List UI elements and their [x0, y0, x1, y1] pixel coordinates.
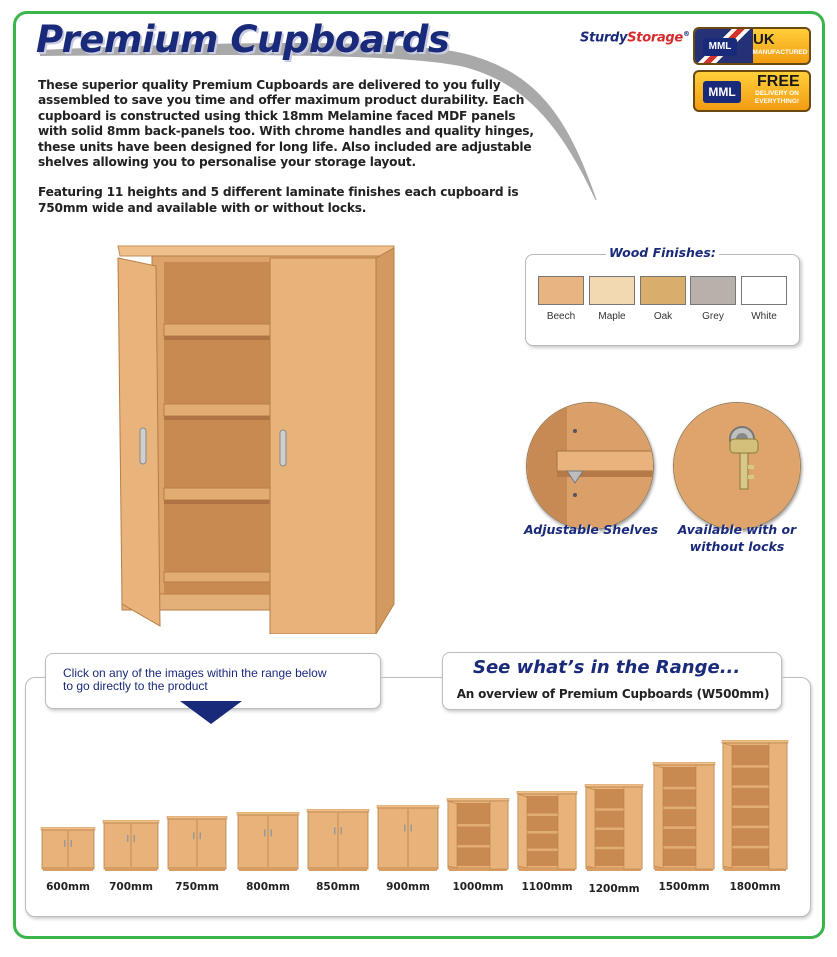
range-heading-box [442, 652, 782, 710]
swatch-maple[interactable] [589, 276, 635, 305]
click-note-line1: Click on any of the images within the range below [63, 666, 327, 680]
swatch-label-grey: Grey [702, 311, 724, 322]
range-label-1000mm[interactable]: 1000mm [452, 881, 504, 893]
page-title: Premium Cupboards [36, 18, 450, 61]
adjustable-shelves-image [526, 402, 654, 530]
adjustable-shelves-caption: Adjustable Shelves [523, 522, 659, 537]
sturdy-storage-logo[interactable] [580, 30, 690, 45]
intro-text [38, 78, 538, 216]
range-label-800mm[interactable]: 800mm [246, 881, 290, 893]
swatch-label-oak: Oak [653, 311, 673, 322]
locks-caption-line2: without locks [689, 539, 785, 554]
range-label-850mm[interactable]: 850mm [316, 881, 360, 893]
free-delivery-badge [693, 70, 811, 112]
free-badge-text: DELIVERY ON EVERYTHING! [754, 90, 800, 105]
locks-caption-line1: Available with or [677, 522, 797, 537]
swatch-label-white: White [751, 311, 777, 322]
lock-key-image [673, 402, 801, 530]
range-cupboard-1800mm[interactable] [721, 740, 789, 874]
mml-logo: MML [703, 38, 737, 56]
range-subtitle: An overview of Premium Cupboards (W500mm) [456, 687, 770, 701]
range-cupboard-1200mm[interactable] [584, 784, 644, 874]
range-cupboard-750mm[interactable] [166, 816, 228, 874]
wood-finishes-panel [525, 245, 800, 346]
click-note-text [63, 667, 326, 693]
intro-paragraph-2: Featuring 11 heights and 5 different laminate finishes each cupboard is 750mm wide and available with or without locks. [38, 185, 519, 215]
range-cupboard-850mm[interactable] [306, 809, 370, 874]
hero-cupboard-image[interactable] [106, 244, 406, 634]
range-cupboard-1000mm[interactable] [446, 798, 510, 874]
brand-part2: Storage [627, 30, 683, 46]
swatch-white[interactable] [741, 276, 787, 305]
range-cupboard-600mm[interactable] [40, 827, 96, 874]
uk-badge-title: UK [753, 31, 775, 48]
wood-finishes-title: Wood Finishes: [606, 245, 719, 260]
uk-badge-text: MANUFACTURED [752, 49, 808, 56]
range-label-1800mm[interactable]: 1800mm [729, 881, 781, 893]
range-label-700mm[interactable]: 700mm [109, 881, 153, 893]
brand-part1: Sturdy [580, 30, 628, 46]
intro-paragraph-1: These superior quality Premium Cupboards are delivered to you fully assembled to save you time and offer maximum product durability. Each cupboard is constructed using thick 18mm Melamine faced MDF panels with solid 8mm back-panels too. With chrome handles and quality hinges, these units have been designed for long life. Also included are adjustable shelves allowing you to personalise your storage layout. [38, 78, 534, 170]
range-cupboard-1100mm[interactable] [516, 791, 578, 874]
swatch-label-maple: Maple [598, 311, 626, 322]
range-label-900mm[interactable]: 900mm [386, 881, 430, 893]
range-title: See what’s in the Range... [473, 657, 741, 678]
mml-logo: MML [703, 81, 741, 103]
range-cupboard-1500mm[interactable] [652, 762, 716, 874]
range-cupboard-900mm[interactable] [376, 805, 440, 874]
range-label-1200mm[interactable]: 1200mm [588, 883, 640, 895]
range-label-1500mm[interactable]: 1500mm [658, 881, 710, 893]
range-cupboard-800mm[interactable] [236, 812, 300, 874]
uk-manufactured-badge [693, 27, 811, 65]
swatch-label-beech: Beech [546, 311, 576, 322]
range-label-600mm[interactable]: 600mm [46, 881, 90, 893]
range-label-1100mm[interactable]: 1100mm [521, 881, 573, 893]
range-cupboard-700mm[interactable] [102, 820, 160, 874]
click-note-line2: to go directly to the product [63, 679, 208, 693]
free-badge-title: FREE [757, 73, 800, 90]
swatch-oak[interactable] [640, 276, 686, 305]
brand-mark: ® [682, 30, 690, 38]
range-label-750mm[interactable]: 750mm [175, 881, 219, 893]
down-arrow-icon [180, 701, 242, 724]
swatch-beech[interactable] [538, 276, 584, 305]
locks-caption [662, 521, 812, 555]
swatch-grey[interactable] [690, 276, 736, 305]
